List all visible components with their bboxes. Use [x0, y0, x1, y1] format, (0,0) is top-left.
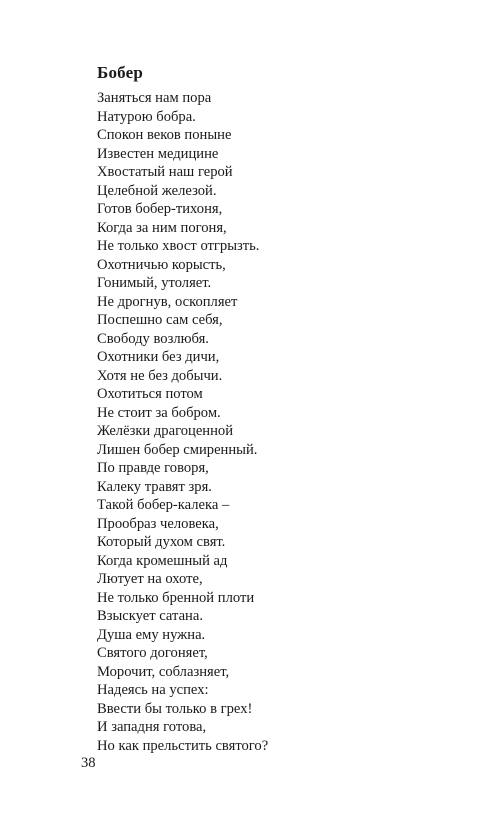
- poem-line: Который духом свят.: [97, 534, 226, 550]
- poem-line: Готов бобер-тихоня,: [97, 201, 223, 217]
- poem-line: Но как прельстить святого?: [97, 737, 269, 754]
- poem-line: Желёзки драгоценной: [97, 423, 234, 439]
- poem-line: Душа ему нужна.: [97, 626, 206, 643]
- poem-body: [97, 89, 268, 755]
- poem-line: Хвостатый наш герой: [97, 164, 233, 180]
- poem-line: Не дрогнув, оскопляет: [97, 293, 238, 310]
- poem-line: Ввести бы только в грех!: [97, 700, 253, 717]
- poem-line: Прообраз человека,: [97, 515, 219, 532]
- poem-line: Надеясь на успех:: [97, 682, 209, 698]
- poem-line: Спокон веков поныне: [97, 127, 232, 143]
- poem-line: Известен медицине: [97, 145, 219, 162]
- poem-title: Бобер: [97, 63, 144, 82]
- poem-line: Поспешно сам себя,: [97, 312, 223, 328]
- poem-line: Лютует на охоте,: [97, 571, 203, 587]
- poem-line: Не стоит за бобром.: [97, 404, 221, 421]
- poem-line: Свободу возлюбя.: [97, 330, 209, 347]
- poem-line: Калеку травят зря.: [97, 478, 212, 495]
- poem-line: Морочит, соблазняет,: [97, 663, 230, 680]
- poem-line: Натурою бобра.: [97, 108, 196, 125]
- poem-line: Охотники без дичи,: [97, 349, 220, 365]
- poem-line: Взыскует сатана.: [97, 608, 203, 624]
- poem-line: Лишен бобер смиренный.: [97, 441, 258, 458]
- poem-line: Святого догоняет,: [97, 645, 208, 661]
- poem-line: Такой бобер-калека –: [97, 497, 230, 513]
- page-number: 38: [81, 755, 96, 771]
- poem-line: Заняться нам пора: [97, 90, 212, 106]
- poem-line: Когда за ним погоня,: [97, 219, 227, 236]
- poem-line: Хотя не без добычи.: [97, 367, 223, 384]
- poem-line: Охотничью корысть,: [97, 256, 226, 273]
- poem-line: По правде говоря,: [97, 460, 209, 476]
- poem-line: Не только хвост отгрызть.: [97, 238, 260, 254]
- poem-line: Не только бренной плоти: [97, 589, 255, 606]
- poem-line: Когда кромешный ад: [97, 552, 228, 569]
- poem-line: Целебной железой.: [97, 182, 217, 199]
- poem-line: Гонимый, утоляет.: [97, 275, 212, 291]
- poem-line: И западня готова,: [97, 719, 207, 735]
- poem-line: Охотиться потом: [97, 386, 203, 402]
